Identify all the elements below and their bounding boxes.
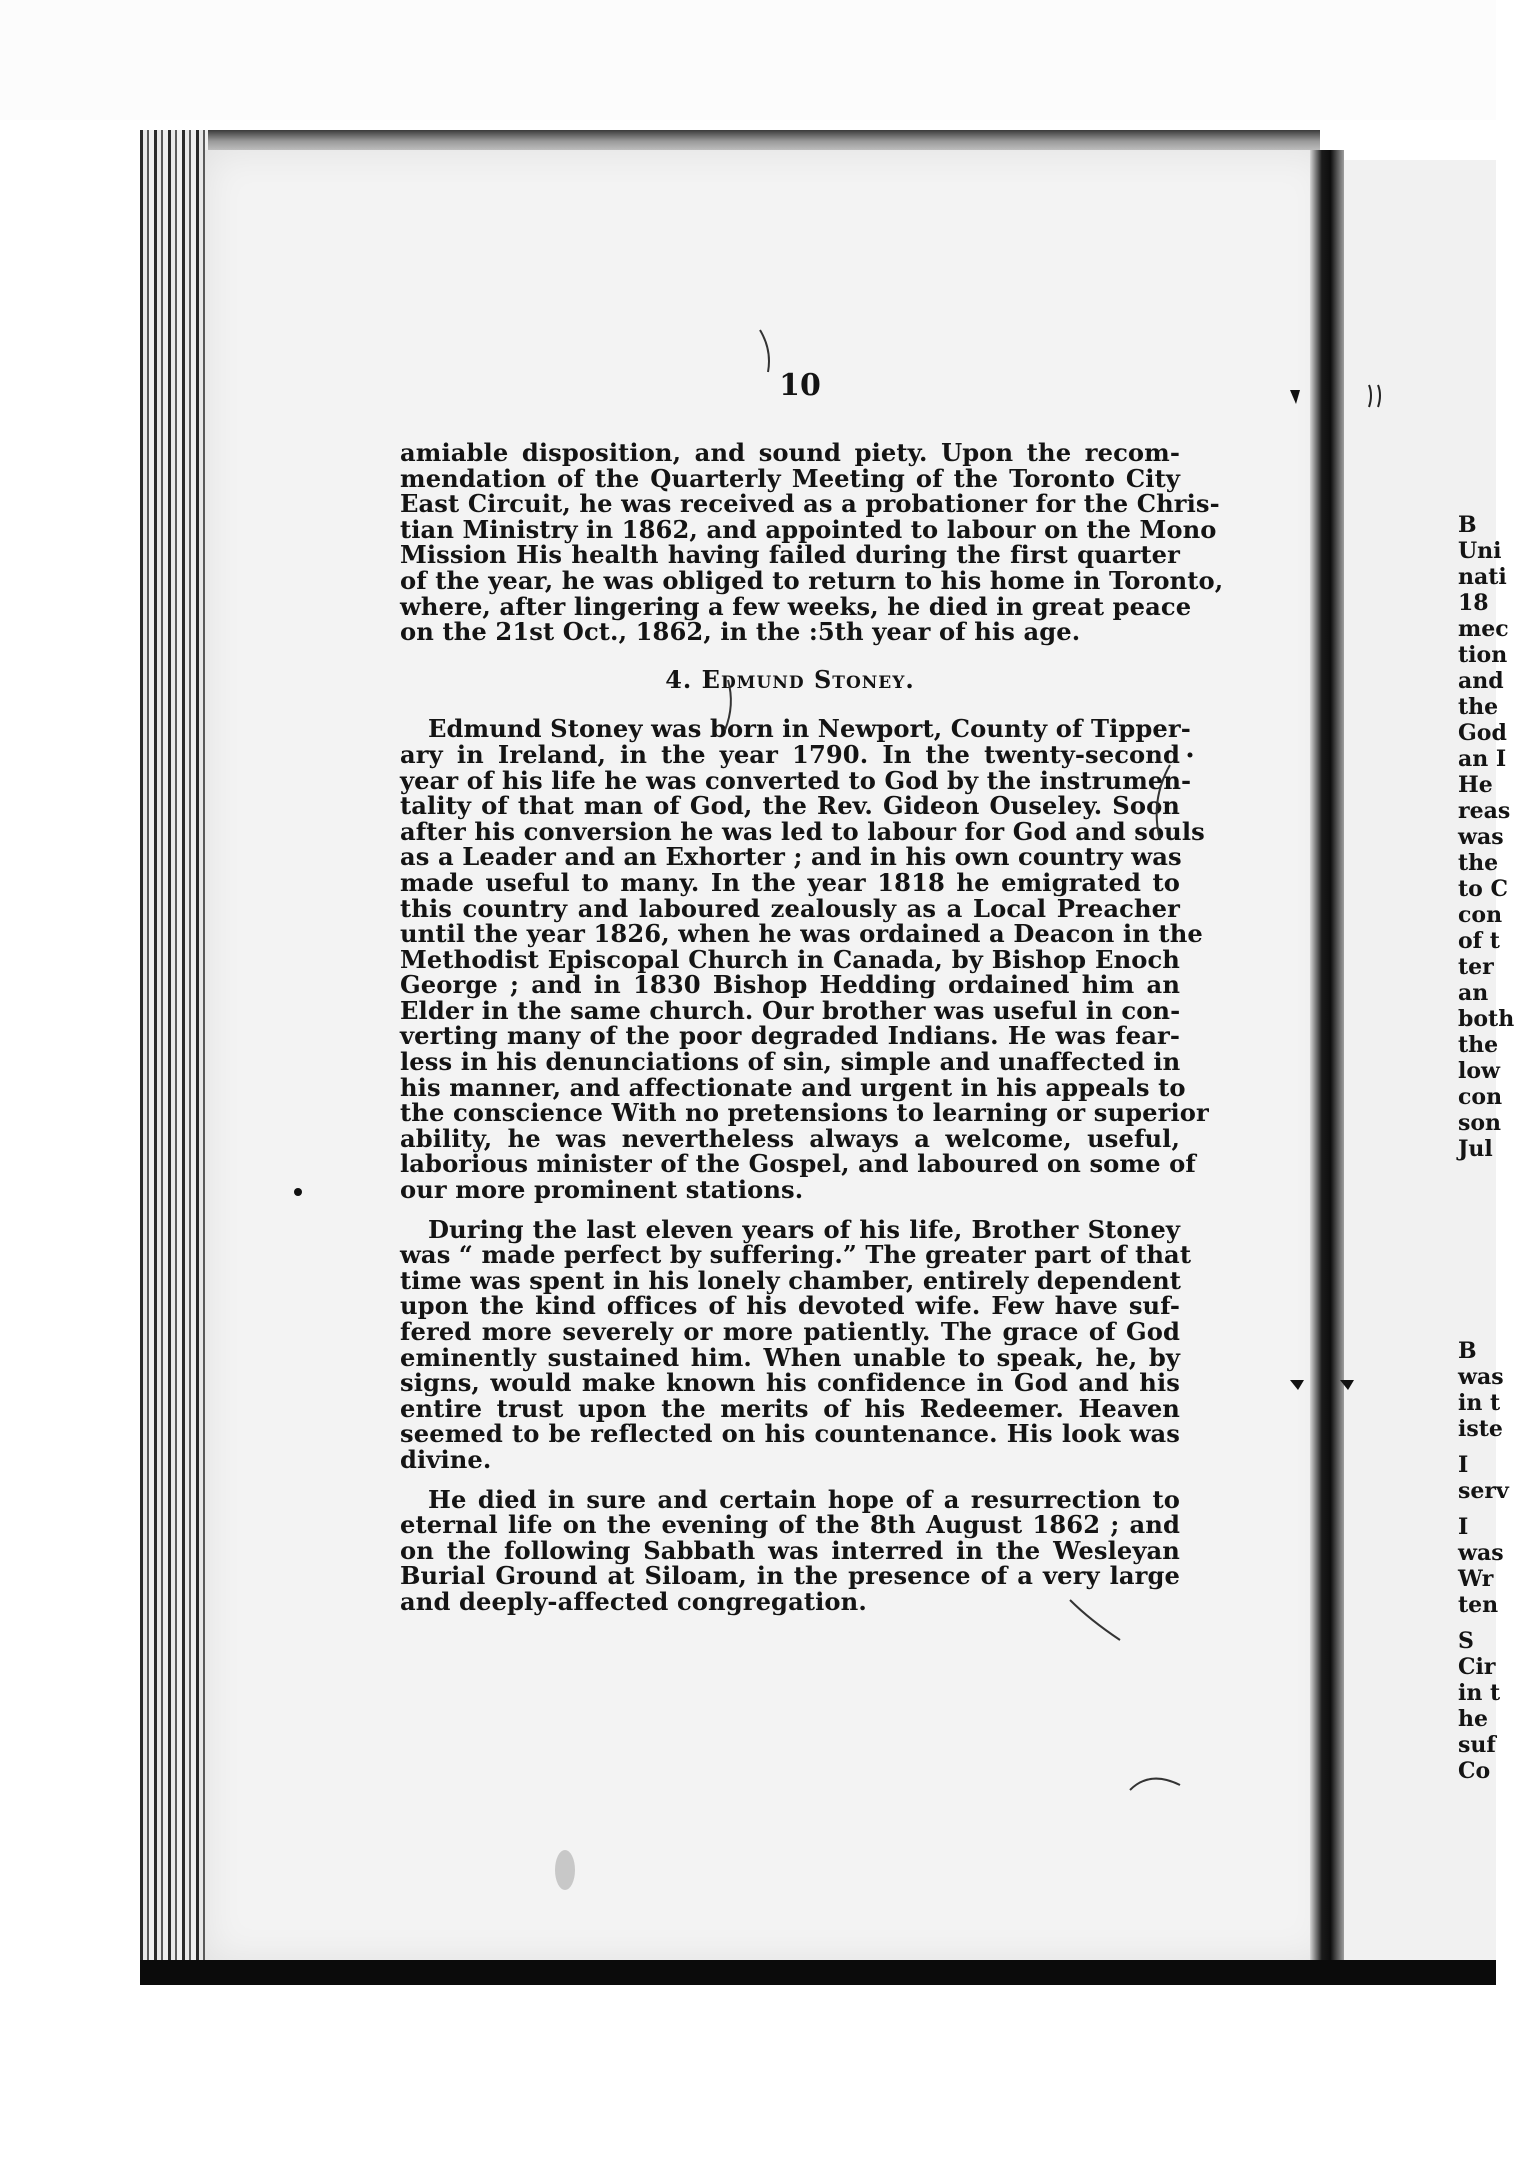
right-page-line: an I [1458, 746, 1507, 772]
text-line: less in his denunciations of sin, simple and unaffected in [400, 1047, 1181, 1077]
text-line: was “ made perfect by suffering.” The greater part of that [400, 1240, 1192, 1270]
text-line: made useful to many. In the year 1818 he emigrated to [400, 867, 1180, 897]
right-page-line: tion [1458, 642, 1508, 668]
text-line: the conscience With no pretensions to learning or superior [400, 1098, 1209, 1128]
right-page-line: Uni [1458, 538, 1502, 564]
text-line: of the year, he was obliged to return to his home in Toronto, [400, 565, 1224, 595]
right-page-line: an [1458, 980, 1489, 1006]
right-page-line: Cir [1458, 1654, 1496, 1680]
right-page-line: Jul [1458, 1136, 1493, 1162]
text-line: tian Ministry in 1862, and appointed to labour on the Mono [400, 514, 1217, 544]
right-page-line: the [1458, 694, 1499, 720]
paragraph-1 [400, 438, 1224, 647]
page-text [400, 438, 1224, 1616]
text-line: amiable disposition, and sound piety. Upon the recom- [400, 438, 1180, 467]
text-line: fered more severely or more patiently. The grace of God [400, 1317, 1180, 1346]
text-line: this country and laboured zealously as a Local Preacher [400, 893, 1180, 923]
text-line: entire trust upon the merits of his Redeemer. Heaven [400, 1393, 1180, 1423]
text-line: his manner, and affectionate and urgent in his appeals to [400, 1072, 1186, 1102]
right-page-line: iste [1458, 1416, 1503, 1442]
text-line: Edmund Stoney was born in Newport, County of Tipper- [428, 714, 1191, 744]
page-number: 10 [779, 368, 821, 403]
right-page-line: con [1458, 902, 1503, 928]
text-line: Burial Ground at Siloam, in the presence of a very large [400, 1561, 1180, 1591]
text-line: until the year 1826, when he was ordained a Deacon in the [400, 919, 1203, 949]
text-line: mendation of the Quarterly Meeting of the Toronto City [400, 463, 1180, 493]
right-page-line: B [1458, 512, 1477, 538]
right-page-line: S [1458, 1628, 1474, 1654]
book-page-edges [140, 130, 208, 1960]
section-heading: 4. Edmund Stoney. [665, 664, 915, 694]
right-page-line: both [1458, 1006, 1514, 1032]
right-page-line: to C [1458, 876, 1509, 902]
text-line: seemed to be reflected on his countenance. His look was [400, 1419, 1180, 1449]
scanner-background-top [0, 0, 1496, 120]
right-page-line: B [1458, 1338, 1477, 1364]
right-page-line: was [1458, 1364, 1504, 1390]
paragraph-2 [400, 714, 1209, 1205]
text-line: signs, would make known his confidence in God and his [400, 1368, 1180, 1398]
text-line: eternal life on the evening of the 8th August 1862 ; and [400, 1510, 1180, 1540]
right-page-line: ter [1458, 954, 1494, 980]
right-page-line: of t [1458, 928, 1500, 954]
paragraph-4 [400, 1484, 1180, 1616]
right-page-line: in t [1458, 1680, 1501, 1706]
text-line: where, after lingering a few weeks, he died in great peace [400, 591, 1192, 621]
right-page-line: Wr [1458, 1566, 1494, 1592]
right-page-line: God [1458, 720, 1507, 746]
right-page-line: reas [1458, 798, 1511, 824]
right-page-line: was [1458, 1540, 1504, 1566]
text-line: divine. [400, 1444, 492, 1474]
text-line: George ; and in 1830 Bishop Hedding ordained him an [400, 970, 1180, 1000]
text-line: on the 21st Oct., 1862, in the :5th year of his age. [400, 617, 1081, 647]
text-line: Elder in the same church. Our brother was useful in con- [400, 995, 1181, 1025]
text-line: after his conversion he was led to labour for God and souls [400, 816, 1205, 846]
text-line: upon the kind offices of his devoted wife. Few have suf- [400, 1291, 1180, 1321]
right-page-line: Co [1458, 1758, 1491, 1784]
text-line: time was spent in his lonely chamber, entirely dependent [400, 1265, 1182, 1295]
text-line: Methodist Episcopal Church in Canada, by Bishop Enoch [400, 944, 1180, 974]
text-line: ability, he was nevertheless always a welcome, useful, [400, 1123, 1180, 1153]
text-line: our more prominent stations. [400, 1175, 804, 1205]
right-page-line: suf [1458, 1732, 1496, 1758]
scanner-background-bottom [0, 1985, 1496, 2168]
text-line: During the last eleven years of his life, Brother Stoney [428, 1214, 1180, 1244]
text-line: tality of that man of God, the Rev. Gideon Ouseley. Soon [400, 791, 1180, 821]
text-line: verting many of the poor degraded Indians. He was fear- [400, 1021, 1180, 1051]
right-page-line: he [1458, 1706, 1488, 1732]
right-page-line: the [1458, 850, 1499, 876]
right-page-line: was [1458, 824, 1504, 850]
text-line: He died in sure and certain hope of a resurrection to [428, 1484, 1180, 1514]
right-page-line: in t [1458, 1390, 1501, 1416]
right-page-line: He [1458, 772, 1493, 798]
book-gutter [1310, 150, 1344, 1962]
text-line: East Circuit, he was received as a probationer for the Chris- [400, 489, 1220, 519]
right-page-line: ten [1458, 1592, 1499, 1618]
right-page-line: and [1458, 668, 1504, 694]
right-page-line: I [1458, 1514, 1469, 1540]
right-page-line: mec [1458, 616, 1509, 642]
text-line: ary in Ireland, in the year 1790. In the twenty-second [400, 739, 1180, 769]
right-page-line: low [1458, 1058, 1500, 1084]
text-line: as a Leader and an Exhorter ; and in his own country was [400, 842, 1182, 872]
right-page-line: 18 [1458, 590, 1489, 616]
paragraph-3 [400, 1214, 1192, 1474]
right-page-line: serv [1458, 1478, 1509, 1504]
right-page-line: con [1458, 1084, 1503, 1110]
right-page-line: nati [1458, 564, 1507, 590]
text-line: on the following Sabbath was interred in the Wesleyan [400, 1535, 1180, 1565]
scanner-bottom-band [140, 1960, 1496, 1988]
right-page-line: I [1458, 1452, 1469, 1478]
text-line: laborious minister of the Gospel, and laboured on some of [400, 1149, 1196, 1179]
text-line: eminently sustained him. When unable to speak, he, by [400, 1342, 1180, 1372]
text-line: Mission His health having failed during the first quarter [400, 540, 1180, 570]
text-line: year of his life he was converted to God by the instrumen- [400, 765, 1192, 795]
right-page-line: son [1458, 1110, 1502, 1136]
text-line: and deeply-affected congregation. [400, 1586, 867, 1616]
right-page-line: the [1458, 1032, 1499, 1058]
